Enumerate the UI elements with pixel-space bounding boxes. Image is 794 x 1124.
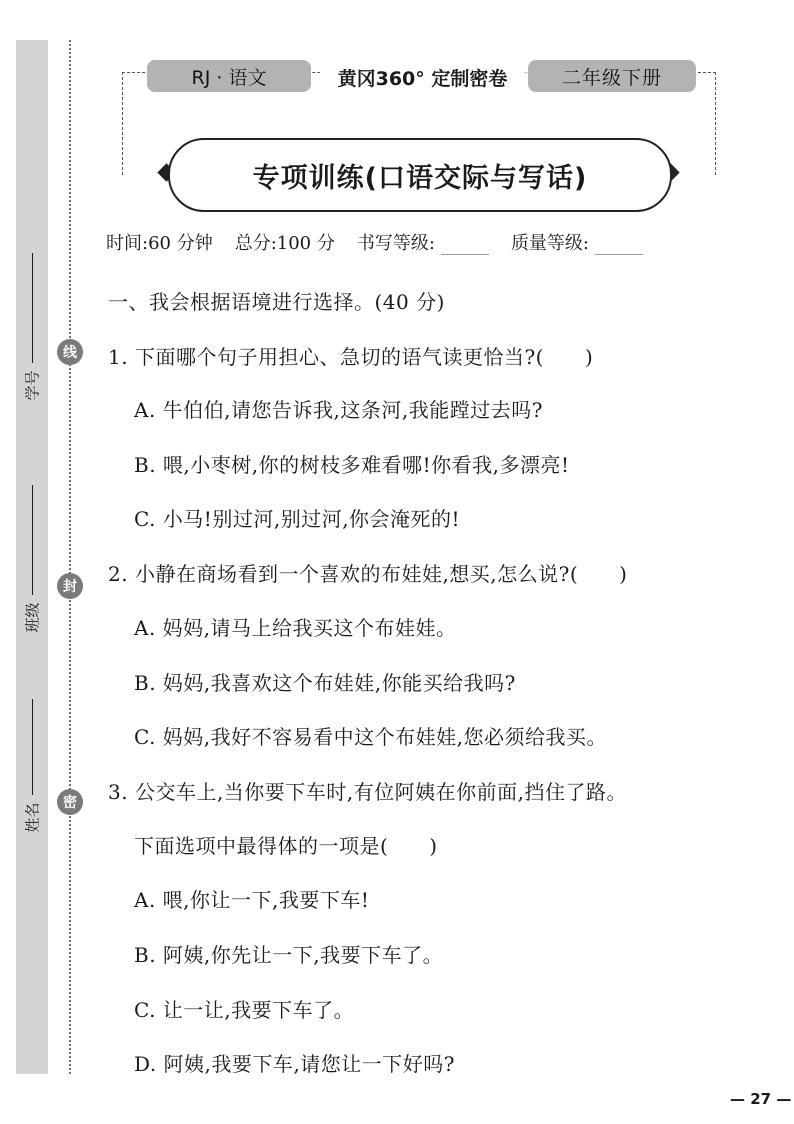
class-field[interactable] <box>18 470 46 640</box>
question-3-option-d: D. 阿姨,我要下车,请您让一下好吗? <box>134 1052 455 1076</box>
name-blank[interactable] <box>32 699 33 795</box>
question-3-option-b: B. 阿姨,你先让一下,我要下车了。 <box>134 943 444 967</box>
question-1-option-a: A. 牛伯伯,请您告诉我,这条河,我能蹚过去吗? <box>134 398 543 422</box>
class-label: 班级 <box>23 602 42 633</box>
name-field[interactable] <box>18 690 46 840</box>
total-score: 总分:100 分 <box>234 233 335 254</box>
class-blank[interactable] <box>32 485 33 595</box>
writing-grade <box>357 229 489 255</box>
title-banner <box>168 138 672 212</box>
subject-pill: RJ · 语文 <box>147 60 311 92</box>
question-1-stem: 1. 下面哪个句子用担心、急切的语气读更恰当?( ) <box>108 345 594 369</box>
series-title: 黄冈360° 定制密卷 <box>320 64 525 91</box>
seal-line-mark: 线 <box>57 339 83 365</box>
section-heading: 一、我会根据语境进行选择。(40 分) <box>108 290 445 314</box>
question-3-stem-continued: 下面选项中最得体的一项是( ) <box>134 834 438 858</box>
name-label: 姓名 <box>23 802 42 833</box>
time-limit: 时间:60 分钟 <box>106 233 213 254</box>
student-id-label: 学号 <box>23 370 42 401</box>
seal-secret-mark: 密 <box>57 789 83 815</box>
quality-grade-blank[interactable] <box>595 254 643 255</box>
student-id-blank[interactable] <box>32 253 33 363</box>
question-1-option-c: C. 小马!别过河,别过河,你会淹死的! <box>134 507 461 531</box>
question-2-stem: 2. 小静在商场看到一个喜欢的布娃娃,想买,怎么说?( ) <box>108 562 628 586</box>
question-2-option-a: A. 妈妈,请马上给我买这个布娃娃。 <box>134 616 457 640</box>
writing-grade-blank[interactable] <box>441 254 489 255</box>
question-3-option-a: A. 喂,你让一下,我要下车! <box>134 888 370 912</box>
question-3-option-c: C. 让一让,我要下车了。 <box>134 998 355 1022</box>
quality-grade-label: 质量等级: <box>510 233 590 254</box>
question-2-option-c: C. 妈妈,我好不容易看中这个布娃娃,您必须给我买。 <box>134 725 608 749</box>
seal-seal-mark: 封 <box>57 573 83 599</box>
quality-grade <box>511 229 643 255</box>
page-title: 专项训练(口语交际与写话) <box>252 162 588 194</box>
question-1-option-b: B. 喂,小枣树,你的树枝多难看哪!你看我,多漂亮! <box>134 453 570 477</box>
student-id-field[interactable] <box>18 236 46 408</box>
cut-line <box>69 40 71 1074</box>
question-2-option-b: B. 妈妈,我喜欢这个布娃娃,你能买给我吗? <box>134 671 516 695</box>
page-number: — 27 — <box>730 1090 792 1108</box>
writing-grade-label: 书写等级: <box>356 233 435 254</box>
exam-meta <box>106 229 746 255</box>
grade-pill: 二年级下册 <box>528 60 696 92</box>
question-3-stem: 3. 公交车上,当你要下车时,有位阿姨在你前面,挡住了路。 <box>108 780 628 804</box>
header-bar <box>0 58 794 94</box>
